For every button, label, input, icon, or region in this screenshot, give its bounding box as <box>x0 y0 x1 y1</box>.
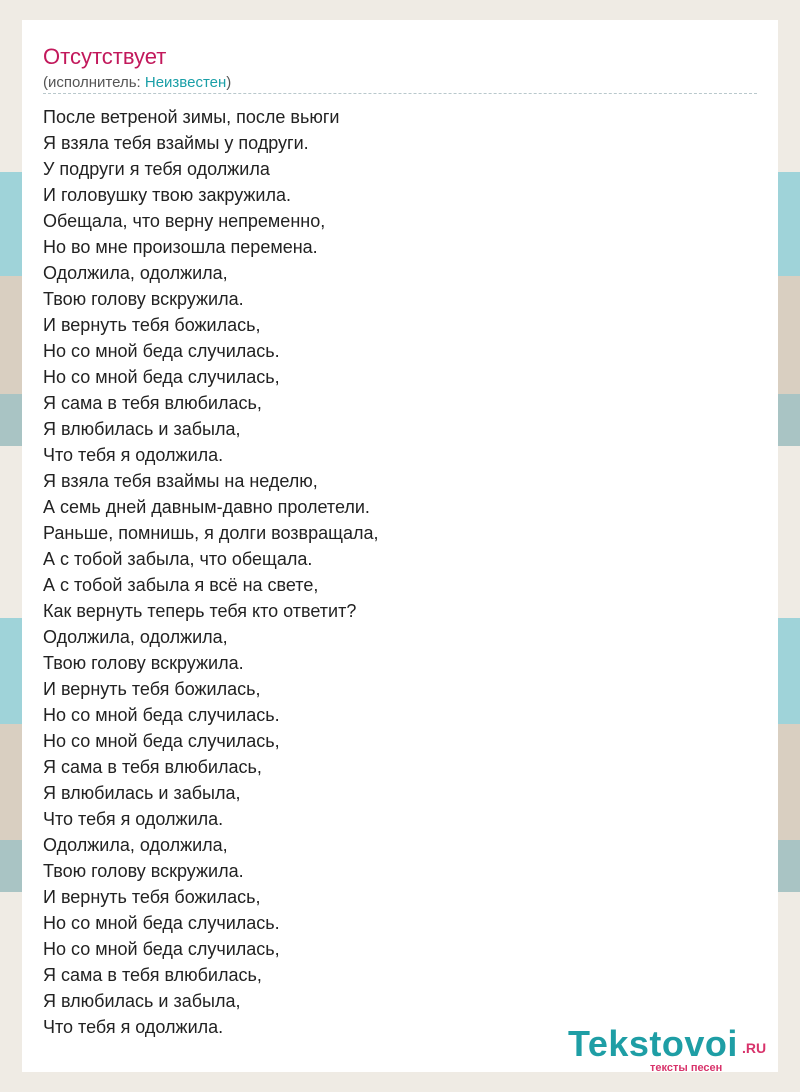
lyric-line: Твою голову вскружила. <box>43 861 244 881</box>
lyric-line: После ветреной зимы, после вьюги <box>43 107 340 127</box>
artist-suffix: ) <box>226 74 232 91</box>
dashed-divider <box>43 93 757 94</box>
lyric-line: А с тобой забыла я всё на свете, <box>43 575 319 595</box>
lyric-line: Я взяла тебя взаймы на неделю, <box>43 471 318 491</box>
lyric-line: Я взяла тебя взаймы у подруги. <box>43 133 309 153</box>
lyric-line: Одолжила, одолжила, <box>43 627 228 647</box>
lyric-line: Я сама в тебя влюбилась, <box>43 965 262 985</box>
lyric-line: Раньше, помнишь, я долги возвращала, <box>43 523 379 543</box>
lyric-line: Одолжила, одолжила, <box>43 263 228 283</box>
song-title: Отсутствует <box>43 44 167 69</box>
lyric-line: Но со мной беда случилась, <box>43 939 280 959</box>
lyric-line: Что тебя я одолжила. <box>43 809 224 829</box>
lyric-line: Но со мной беда случилась. <box>43 913 280 933</box>
lyric-line: И вернуть тебя божилась, <box>43 315 261 335</box>
lyric-line: Я влюбилась и забыла, <box>43 419 241 439</box>
lyrics-list <box>43 104 378 1040</box>
lyric-line: Но со мной беда случилась, <box>43 731 280 751</box>
tekstovoi-logo[interactable] <box>568 1024 778 1074</box>
lyric-line: А с тобой забыла, что обещала. <box>43 549 313 569</box>
lyric-line: Твою голову вскружила. <box>43 289 244 309</box>
lyric-line: Что тебя я одолжила. <box>43 1017 224 1037</box>
logo-wordmark: Tekstovoi <box>568 1023 738 1064</box>
lyric-line: Твою голову вскружила. <box>43 653 244 673</box>
lyric-line: И вернуть тебя божилась, <box>43 887 261 907</box>
lyrics-card <box>22 20 778 1072</box>
artist-prefix: (исполнитель: <box>43 74 145 91</box>
lyric-line: Я сама в тебя влюбилась, <box>43 393 262 413</box>
lyric-line: Но во мне произошла перемена. <box>43 237 318 257</box>
lyric-line: Обещала, что верну непременно, <box>43 211 326 231</box>
lyric-line: У подруги я тебя одолжила <box>43 159 270 179</box>
lyric-line: Одолжила, одолжила, <box>43 835 228 855</box>
lyric-line: Что тебя я одолжила. <box>43 445 224 465</box>
logo-tld: .RU <box>742 1040 767 1056</box>
lyric-line: Я сама в тебя влюбилась, <box>43 757 262 777</box>
artist-link[interactable]: Неизвестен <box>144 74 227 91</box>
artist-line <box>43 74 231 91</box>
lyric-line: Я влюбилась и забыла, <box>43 783 241 803</box>
lyric-line: И головушку твою закружила. <box>43 185 292 205</box>
lyric-line: Но со мной беда случилась, <box>43 367 280 387</box>
logo-tagline: тексты песен <box>650 1062 723 1074</box>
lyric-line: И вернуть тебя божилась, <box>43 679 261 699</box>
lyric-line: Как вернуть теперь тебя кто ответит? <box>43 601 357 621</box>
lyric-line: Но со мной беда случилась. <box>43 341 280 361</box>
lyric-line: А семь дней давным-давно пролетели. <box>43 497 370 517</box>
lyric-line: Но со мной беда случилась. <box>43 705 280 725</box>
lyric-line: Я влюбилась и забыла, <box>43 991 241 1011</box>
